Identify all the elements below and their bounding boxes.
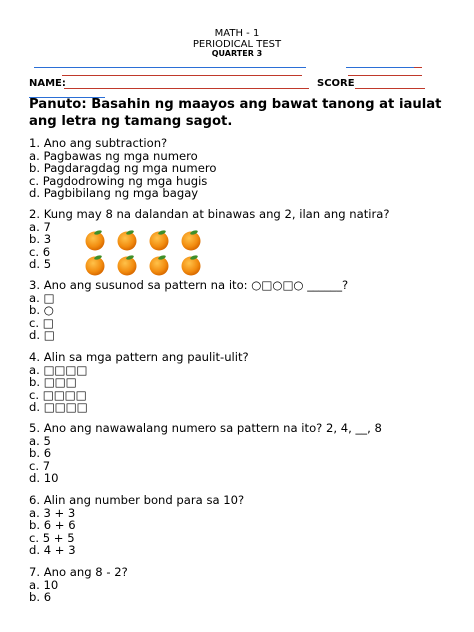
- option-b: b. 6: [29, 446, 52, 461]
- orange-icon: [84, 254, 106, 276]
- orange-icon: [148, 229, 170, 251]
- option-b: b. 6 + 6: [29, 518, 76, 533]
- instructions: Panuto: Basahin ng maayos ang bawat tanong at iaulat ang letra ng tamang sagot.: [29, 97, 442, 129]
- option-b: b. Pagdaragdag ng mga numero: [29, 161, 217, 176]
- orange-icon: [84, 229, 106, 251]
- question-7: [29, 566, 128, 604]
- rule-line: [62, 75, 302, 76]
- option-d: d. 5: [29, 257, 52, 272]
- question-text: 4. Alin sa mga pattern ang paulit-ulit?: [29, 350, 249, 364]
- option-c: c. □□□□: [29, 387, 87, 402]
- subject-title: MATH - 1: [214, 28, 260, 39]
- option-d: d. 4 + 3: [29, 543, 76, 558]
- question-text: 7. Ano ang 8 - 2?: [29, 565, 128, 579]
- question-text: 5. Ano ang nawawalang numero sa pattern na ito? 2, 4, __, 8: [29, 421, 382, 435]
- option-b: b. ○: [29, 303, 54, 318]
- option-d: d. □: [29, 328, 55, 343]
- question-text: 3. Ano ang susunod sa pattern na ito: ○□○□○ ______?: [29, 278, 349, 292]
- option-a: a. □□□□: [29, 362, 88, 377]
- rule-line: [348, 75, 422, 76]
- option-c: c. 5 + 5: [29, 530, 75, 545]
- orange-icon: [148, 254, 170, 276]
- test-title: PERIODICAL TEST: [192, 39, 282, 50]
- rule-line: [34, 67, 306, 68]
- option-c: c. 6: [29, 244, 51, 259]
- question-1: [29, 137, 216, 200]
- option-c: c. □: [29, 315, 54, 330]
- orange-icon: [116, 254, 138, 276]
- question-5: [29, 422, 382, 485]
- orange-icon: [180, 229, 202, 251]
- question-4: [29, 351, 249, 414]
- name-label: NAME:: [29, 78, 66, 89]
- rule-line: [414, 67, 422, 68]
- orange-icon: [116, 229, 138, 251]
- score-line: [355, 88, 425, 89]
- option-c: c. Pagdodrowing ng mga hugis: [29, 173, 208, 188]
- option-a: a. 5: [29, 433, 51, 448]
- option-a: a. □: [29, 290, 55, 305]
- option-d: d. Pagbibilang ng mga bagay: [29, 186, 199, 201]
- orange-icon: [180, 254, 202, 276]
- option-b: b. 3: [29, 232, 52, 247]
- name-line: [64, 88, 309, 89]
- rule-line: [346, 67, 421, 68]
- score-label: SCORE: [317, 78, 355, 89]
- option-d: d. 10: [29, 471, 59, 486]
- quarter-label: QUARTER 3: [211, 49, 263, 58]
- option-a: a. Pagbawas ng mga numero: [29, 148, 198, 163]
- option-a: a. 3 + 3: [29, 505, 76, 520]
- option-a: a. 10: [29, 577, 59, 592]
- option-a: a. 7: [29, 219, 51, 234]
- option-c: c. 7: [29, 458, 51, 473]
- question-text: 1. Ano ang subtraction?: [29, 136, 168, 150]
- question-text: 6. Alin ang number bond para sa 10?: [29, 493, 245, 507]
- question-3: [29, 279, 348, 342]
- option-d: d. □□□□: [29, 400, 88, 415]
- option-b: b. □□□: [29, 375, 77, 390]
- question-text: 2. Kung may 8 na dalandan at binawas ang 2, ilan ang natira?: [29, 207, 390, 221]
- question-6: [29, 494, 244, 557]
- option-b: b. 6: [29, 590, 52, 605]
- oranges-picture: [82, 227, 216, 277]
